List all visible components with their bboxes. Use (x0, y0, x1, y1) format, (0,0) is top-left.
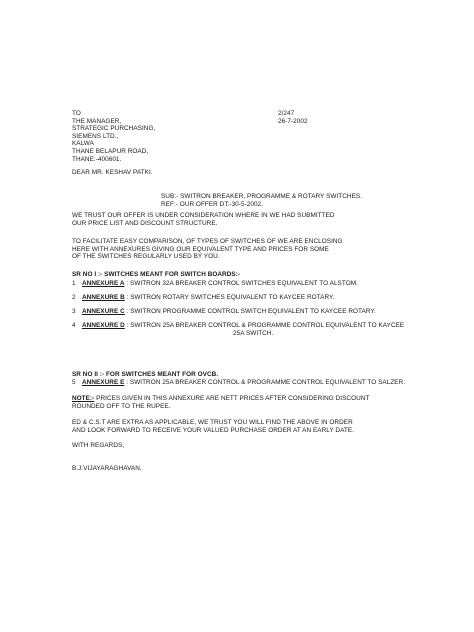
note-block (72, 395, 369, 410)
note-line: ROUNDED OFF TO THE RUPEE. (72, 402, 171, 410)
paragraph-comparison (72, 238, 402, 261)
recipient-line: THANE:-400601. (72, 155, 122, 163)
salutation: DEAR MR. KESHAV PATKI. (72, 169, 153, 176)
annexure-item (72, 379, 405, 387)
annexure-description: : SWITRON PROGRAMME CONTROL SWITCH EQUIVALENT TO KAYCEE ROTARY. (126, 308, 376, 315)
note-text: PRICES GIVEN IN THIS ANNEXURE ARE NETT PRICES AFTER CONSIDERING DISCOUNT (94, 395, 370, 402)
item-number: 3 (72, 308, 76, 315)
item-number: 2 (72, 294, 76, 301)
recipient-line: THANE BELAPUR ROAD, (72, 147, 149, 155)
recipient-address (72, 110, 155, 163)
annexure-item (72, 280, 358, 288)
annexure-item (72, 294, 334, 302)
annexure-label: ANNEXURE D (82, 322, 125, 329)
recipient-line: KALWA (72, 140, 94, 148)
annexure-label: ANNEXURE E (82, 379, 125, 386)
annexure-description: : SWITRON 25A BREAKER CONTROL & PROGRAMME CONTROL EQUIVALENT TO KAYCEE (126, 322, 405, 329)
annexure-label: ANNEXURE B (82, 294, 125, 301)
paragraph-offer (72, 212, 402, 227)
paragraph-line: OUR PRICE LIST AND DISCOUNT STRUCTURE. (72, 219, 218, 227)
reference-number: 2/247 (278, 110, 295, 117)
annexure-description: : SWITRON 32A BREAKER CONTROL SWITCHES EQUIVALENT TO ALSTOM. (126, 280, 358, 287)
to-label: TO (72, 110, 81, 117)
closing-line: AND LOOK FORWARD TO RECEIVE YOUR VALUED PURCHASE ORDER AT AN EARLY DATE. (72, 426, 355, 434)
subject-block (161, 193, 362, 208)
closing-line: ED & C.S.T ARE EXTRA AS APPLICABLE, WE TRUST YOU WILL FIND THE ABOVE IN ORDER (72, 419, 353, 426)
annexure-description: : SWITRON ROTARY SWITCHES EQUIVALENT TO KAYCEE ROTARY. (126, 294, 335, 301)
signature-name: B.J.VIJAYARAGHAVAN. (72, 465, 142, 472)
item-number: 1 (72, 280, 76, 287)
reference-line: REF:- OUR OFFER DT:-30-5-2002. (161, 200, 263, 208)
paragraph-line: TO FACILITATE EASY COMPARISON, OF TYPES OF SWITCHES OF WE ARE ENCLOSING (72, 238, 343, 245)
annexure-description-continuation: 25A SWITCH. (233, 330, 274, 337)
closing-paragraph (72, 419, 354, 434)
recipient-line: THE MANAGER, (72, 117, 122, 125)
recipient-line: STRATEGIC PURCHASING, (72, 125, 156, 133)
annexure-item (72, 308, 376, 316)
reference-block (278, 110, 308, 125)
subject-line: SUB:- SWITRON BREAKER, PROGRAMME & ROTARY SWITCHES. (161, 193, 363, 200)
item-number: 4 (72, 322, 76, 329)
annexure-label: ANNEXURE C (82, 308, 125, 315)
paragraph-line: WE TRUST OUR OFFER IS UNDER CONSIDERATION WHERE IN WE HAD SUBMITTED (72, 212, 335, 219)
recipient-line: SIEMENS LTD., (72, 132, 119, 140)
paragraph-line: HERE WITH ANNEXURES GIVING OUR EQUIVALENT TYPE AND PRICES FOR SOME (72, 245, 329, 253)
annexure-description: : SWITRON 25A BREAKER CONTROL & PROGRAMME CONTROL EQUIVALENT TO SALZER. (126, 379, 406, 386)
note-line (72, 395, 369, 403)
letter-date: 26-7-2002 (278, 117, 308, 125)
section-heading-switch-boards: SR NO I :- SWITCHES MEANT FOR SWITCH BOARDS:- (72, 271, 241, 278)
note-label: NOTE:- (72, 395, 95, 402)
item-number: 5 (72, 379, 76, 386)
annexure-item (72, 322, 404, 330)
section-heading-ovcb: SR NO II :- FOR SWITCHES MEANT FOR OVCB. (72, 371, 219, 378)
paragraph-line: OF THE SWITCHES REGULARLY USED BY YOU. (72, 253, 220, 261)
regards: WITH REGARDS, (72, 442, 125, 449)
annexure-label: ANNEXURE A (82, 280, 125, 287)
